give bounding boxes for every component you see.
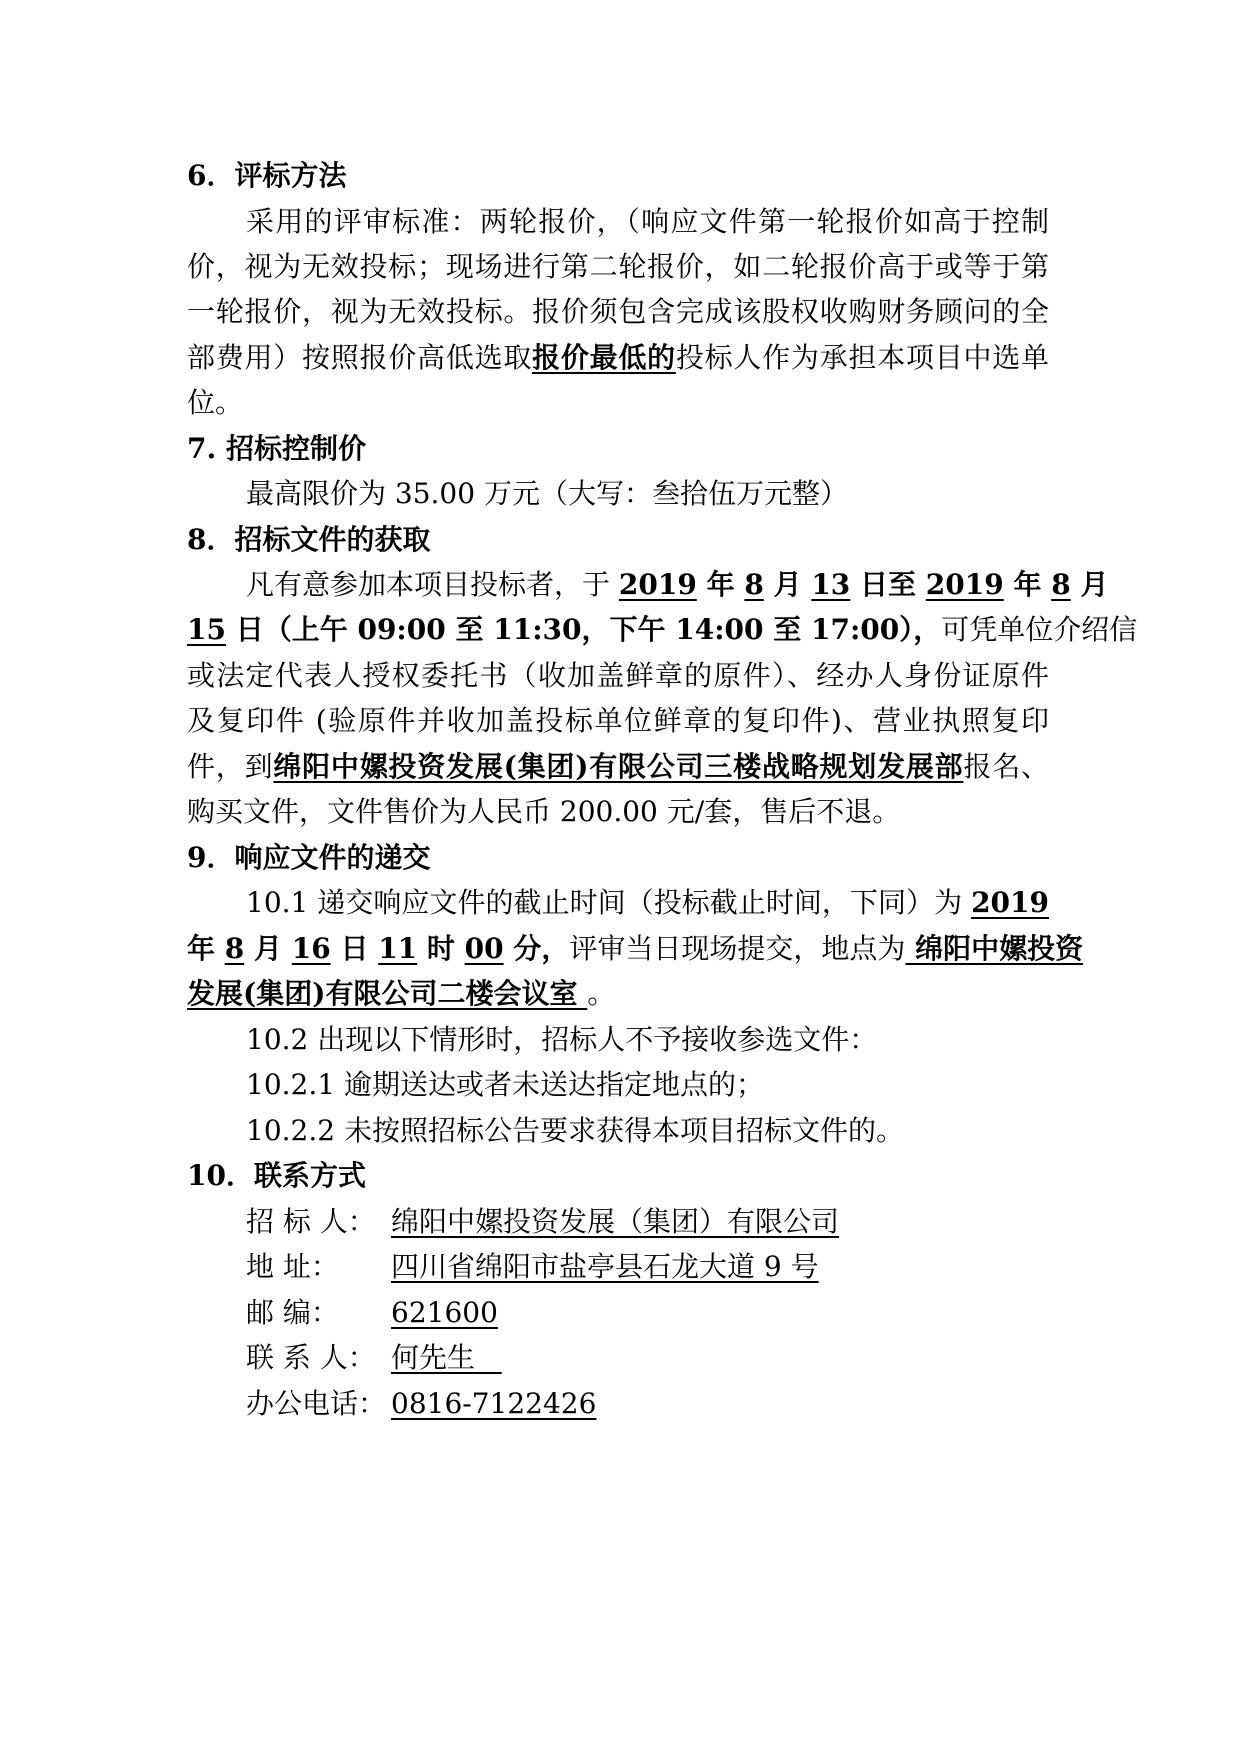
text-segment: 投标人作为承担本项目中选单 — [675, 341, 1049, 374]
section-9-line-2 — [187, 929, 1084, 969]
text-segment: 月 — [1070, 568, 1109, 601]
section-9-line-6: 10.2.2 未按照招标公告要求获得本项目招标文件的。 — [246, 1114, 904, 1147]
text-segment: 可凭单位介绍信 — [941, 613, 1138, 646]
section-9-heading: 9．响应文件的递交 — [187, 841, 431, 874]
time-range: 日（上午 09:00 至 11:30，下午 14:00 至 17:00）， — [225, 613, 942, 646]
section-6-line-4 — [187, 338, 1049, 378]
text-segment: 。 — [587, 977, 616, 1010]
section-6-line-3: 一轮报价，视为无效投标。报价须包含完成该股权收购财务顾问的全 — [187, 295, 1049, 328]
deadline-month: 8 — [224, 932, 245, 965]
section-10-heading: 10．联系方式 — [187, 1159, 366, 1192]
deadline-day: 16 — [291, 932, 331, 965]
contact-label: 联 系 人： — [246, 1341, 376, 1374]
contact-row — [246, 1293, 498, 1333]
section-8-line-1 — [246, 565, 1109, 605]
contact-row — [246, 1247, 819, 1287]
text-segment: 件，到 — [187, 750, 274, 783]
section-6-line-5: 位。 — [187, 386, 244, 419]
contact-label: 地 址： — [246, 1250, 339, 1283]
text-segment: 凡有意参加本项目投标者，于 — [246, 568, 619, 601]
section-9-line-1 — [246, 883, 1049, 923]
section-9-line-3 — [187, 974, 615, 1014]
deadline-year: 2019 — [971, 886, 1049, 919]
contact-label: 邮 编： — [246, 1296, 339, 1329]
text-segment: 分， — [503, 932, 570, 965]
lowest-price-emphasis: 报价最低的 — [532, 341, 676, 374]
text-segment: 评审当日现场提交，地点为 — [569, 932, 906, 965]
submission-location: 绵阳中嫘投资 — [905, 932, 1084, 965]
text-segment: 部费用）按照报价高低选取 — [187, 341, 533, 374]
section-8-line-4: 及复印件 (验原件并收加盖投标单位鲜章的复印件)、营业执照复印 — [187, 704, 1049, 737]
text-segment: 月 — [244, 932, 292, 965]
contact-value: 何先生 — [391, 1341, 502, 1374]
date-year: 2019 — [618, 568, 697, 601]
contact-row — [246, 1384, 596, 1424]
date-month: 8 — [1051, 568, 1071, 601]
deadline-hour: 11 — [378, 932, 418, 965]
text-segment: 时 — [417, 932, 465, 965]
contact-row — [246, 1338, 502, 1378]
section-6-heading: 6．评标方法 — [187, 159, 347, 192]
section-6-line-2: 价，视为无效投标；现场进行第二轮报价，如二轮报价高于或等于第 — [187, 250, 1049, 283]
section-8-line-3: 或法定代表人授权委托书（收加盖鲜章的原件）、经办人身份证原件 — [187, 659, 1049, 692]
section-9-line-5: 10.2.1 逾期送达或者未送达指定地点的； — [246, 1068, 764, 1101]
contact-value: 四川省绵阳市盐亭县石龙大道 9 号 — [391, 1250, 819, 1283]
text-segment: 日 — [330, 932, 379, 965]
text-segment: 日至 — [850, 568, 926, 601]
text-segment: 月 — [763, 568, 812, 601]
section-7-line-1: 最高限价为 35.00 万元（大写：叁拾伍万元整） — [246, 477, 848, 510]
text-segment: 10.1 递交响应文件的截止时间（投标截止时间，下同）为 — [246, 886, 972, 919]
date-day: 13 — [811, 568, 851, 601]
contact-label: 招 标 人： — [246, 1205, 376, 1238]
text-segment: 报名、 — [963, 750, 1049, 783]
submission-location: 发展(集团)有限公司二楼会议室 — [187, 977, 588, 1010]
contact-row — [246, 1202, 839, 1242]
contact-value: 0816-7122426 — [391, 1387, 597, 1420]
date-month: 8 — [744, 568, 764, 601]
section-8-line-2 — [187, 610, 1138, 650]
contact-label: 办公电话： — [246, 1387, 387, 1420]
section-8-line-6: 购买文件，文件售价为人民币 200.00 元/套，售后不退。 — [187, 795, 901, 828]
section-8-heading: 8．招标文件的获取 — [187, 523, 431, 556]
section-6-line-1: 采用的评审标准：两轮报价，（响应文件第一轮报价如高于控制 — [246, 205, 1049, 238]
contact-value: 绵阳中嫘投资发展（集团）有限公司 — [391, 1205, 840, 1238]
deadline-minute: 00 — [464, 932, 504, 965]
registration-location: 绵阳中嫘投资发展(集团)有限公司三楼战略规划发展部 — [273, 750, 964, 783]
section-7-heading: 7. 招标控制价 — [187, 432, 366, 465]
section-8-line-5 — [187, 747, 1049, 787]
date-year: 2019 — [925, 568, 1004, 601]
text-segment: 年 — [696, 568, 745, 601]
section-9-line-4: 10.2 出现以下情形时，招标人不予接收参选文件： — [246, 1023, 878, 1056]
text-segment: 年 — [187, 932, 225, 965]
date-day: 15 — [187, 613, 226, 646]
contact-value: 621600 — [391, 1296, 498, 1329]
text-segment: 年 — [1003, 568, 1052, 601]
